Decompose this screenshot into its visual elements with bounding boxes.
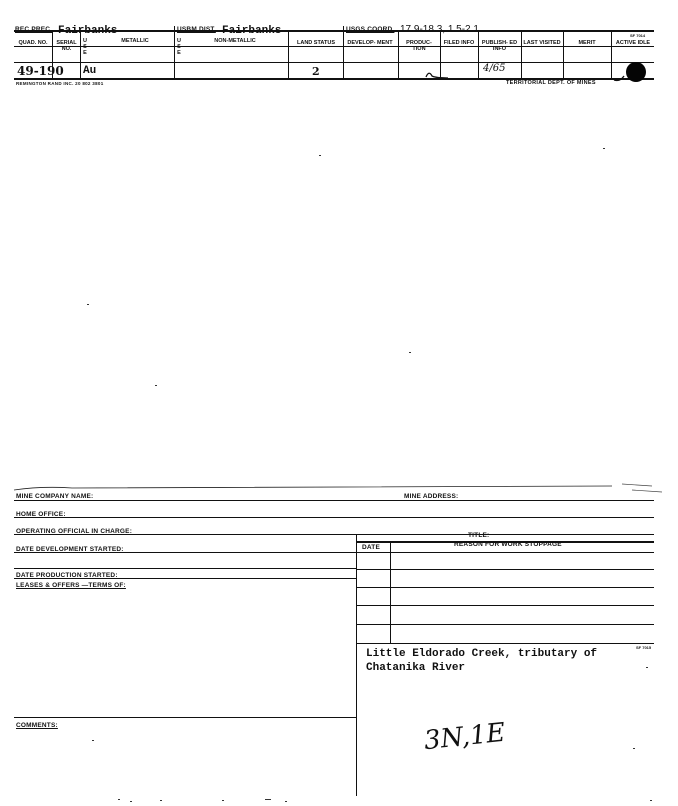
department-footer: TERRITORIAL DEPT. OF MINES (506, 80, 596, 86)
home-office-label: HOME OFFICE: (16, 511, 66, 518)
col-last-visited: LAST VISITED (523, 40, 561, 46)
col-metallic: METALLIC (121, 38, 149, 44)
date-development-started-label: DATE DEVELOPMENT STARTED: (16, 546, 124, 553)
col-land-status: LAND STATUS (297, 40, 335, 46)
leases-offers-label: LEASES & OFFERS —TERMS OF: (16, 582, 126, 589)
mine-address-label: MINE ADDRESS: (404, 493, 459, 500)
form-number: SF 7014 (630, 33, 646, 38)
card-edge (12, 478, 667, 496)
title-label: TITLE: (468, 532, 490, 539)
rec-prec-label: REC PREC. (15, 26, 53, 33)
rec-prec-value: Fairbanks (58, 25, 118, 37)
usbm-dist-value: Fairbanks (222, 25, 282, 37)
date-production-started-label: DATE PRODUCTION STARTED: (16, 572, 118, 579)
col-quad-no: QUAD. NO. (18, 40, 48, 46)
published-info-value: 4/65 (483, 63, 506, 74)
printer-footer: REMINGTON RAND INC. 20 802 3801 (16, 81, 104, 86)
col-filed-info: FILED INFO (443, 40, 475, 46)
quad-serial-value: 49-190 (17, 64, 64, 78)
reason-column-header: REASON FOR WORK STOPPAGE (454, 541, 562, 548)
col-published-info: PUBLISH- ED INFO (481, 40, 518, 52)
comments-label: COMMENTS: (16, 722, 58, 729)
location-line-1: Little Eldorado Creek, tributary of (366, 648, 598, 660)
pen-checkmark (424, 66, 454, 80)
col-non-metallic: NON-METALLIC (214, 38, 256, 44)
bottom-form-number: SF 7015 (636, 645, 652, 650)
col-serial-no: SERIAL NO. (56, 40, 77, 52)
mine-company-name-label: MINE COMPANY NAME: (16, 493, 94, 500)
land-status-value: 2 (312, 65, 320, 78)
active-dot-mark (612, 56, 652, 86)
operating-official-label: OPERATING OFFICIAL IN CHARGE: (16, 528, 133, 535)
location-line-2: Chatanika River (366, 662, 466, 674)
col-production: PRODUC- TION (406, 40, 432, 52)
usbm-dist-label: USBM DIST. (177, 26, 216, 33)
col-use-2: U S E (177, 38, 181, 56)
col-merit: MERIT (578, 40, 596, 46)
date-column-header: DATE (362, 544, 381, 551)
metallic-value: Au (83, 65, 97, 77)
col-use: U S E (83, 38, 87, 56)
col-active-idle: ACTIVE IDLE (615, 40, 651, 46)
usgs-coord-label: USGS COORD. (346, 26, 395, 33)
handwritten-township: 3N,1E (422, 717, 507, 757)
col-development: DEVELOP- MENT (347, 40, 393, 46)
usgs-coord-value: 17.9-18.3, 1.5-2.1 (400, 24, 479, 35)
